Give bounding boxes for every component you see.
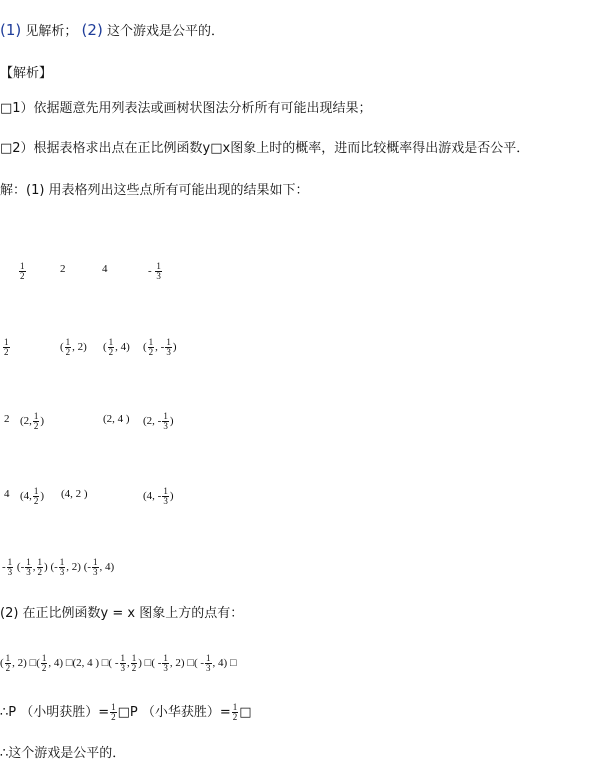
table-cell: (2, - $\frac{1}{3}$ ) [143,411,174,431]
fraction: $\frac{1}{3}$ [206,652,211,673]
table-cell: ( $\frac{1}{2}$ , - $\frac{1}{3}$ ) [143,337,177,357]
fraction: $\frac{1}{2}$ [5,652,11,673]
points-above-line: ( $\frac{1}{2}$ , 2) □( $\frac{1}{2}$ , 4) □(2, 4 ) □( - $\frac{1}{3}$ , $\frac{1}{2}$ ) □( - $\frac{1}{3}$ , 2) □( - $\frac{1}{3}$ , 4) □ [0,652,237,673]
table-header-cell [18,262,27,281]
table-cell: ( $\frac{1}{2}$ , 2) [60,337,87,357]
table-header-cell: - $\frac{1}{3}$ [148,261,161,281]
table-row-label: 2 [4,413,10,425]
fraction: $\frac{1}{3}$ [166,337,171,357]
solution-part2: (2) 在正比例函数y = x 图象上方的点有： [0,606,244,621]
fraction: $\frac{1}{3}$ [163,486,168,506]
table-header-cell: 2 [60,263,66,275]
table-cell: (2, $\frac{1}{2}$ ) [20,411,45,431]
fraction: $\frac{1}{3}$ [163,652,168,673]
fraction: $\frac{1}{2}$ [33,411,39,431]
fraction: $\frac{1}{3}$ [163,411,168,431]
answer-part2-text: 这个游戏是公平的． [106,24,224,39]
conclusion: ∴这个游戏是公平的． [0,746,126,761]
fraction: $\frac{1}{2}$ [232,702,238,722]
solution-intro: 解：(1) 用表格列出这些点所有可能出现的结果如下： [0,183,309,198]
fraction: $\frac{1}{2}$ [111,702,116,722]
fraction: $\frac{1}{2}$ [148,337,154,357]
analysis-step2: □2）根据表格求出点在正比例函数y□x图象上时的概率，进而比较概率得出游戏是否公平． [0,141,530,156]
table-row-label [2,338,11,357]
table-row-4: - $\frac{1}{3}$ (- $\frac{1}{3}$ , $\frac{1}{2}$ ) (- $\frac{1}{3}$ , 2) (- $\frac{1}{3}$ , 4) [2,557,115,577]
fraction: $\frac{1}{3}$ [7,557,13,577]
table-cell: (4, 2 ) [61,488,88,500]
table-header-cell: 4 [102,263,108,275]
fraction: $\frac{1}{2}$ [37,557,43,577]
table-cell: (4, $\frac{1}{2}$ ) [20,486,45,506]
analysis-heading: 【解析】 [0,66,53,81]
answer-part2-marker: (2) [81,21,103,39]
fraction: $\frac{1}{2}$ [131,652,137,673]
fraction: $\frac{1}{2}$ [4,337,9,357]
table-cell: ( $\frac{1}{2}$ , 4) [103,337,130,357]
fraction: $\frac{1}{3}$ [156,261,161,281]
analysis-step1: □1）依据题意先用列表法或画树状图法分析所有可能出现结果； [0,101,372,116]
fraction: $\frac{1}{2}$ [41,652,47,673]
fraction: $\frac{1}{2}$ [33,486,39,506]
fraction: $\frac{1}{3}$ [26,557,31,577]
table-cell: (2, 4 ) [103,413,130,425]
answer-part1-text: 见解析； [25,24,78,39]
answer-part1-marker: (1) [0,21,22,39]
table-cell: (4, - $\frac{1}{3}$ ) [143,486,174,506]
fraction: $\frac{1}{2}$ [20,261,25,281]
table-row-label: 4 [4,488,10,500]
fraction: $\frac{1}{2}$ [65,337,71,357]
fraction: $\frac{1}{3}$ [120,652,126,673]
fraction: $\frac{1}{3}$ [93,557,98,577]
fraction: $\frac{1}{3}$ [59,557,65,577]
fraction: $\frac{1}{2}$ [108,337,114,357]
probability-line: ∴P （小明获胜）= $\frac{1}{2}$ □P （小华获胜）= $\frac{1}{2}$ □ [0,702,252,722]
answer-line [0,22,224,40]
